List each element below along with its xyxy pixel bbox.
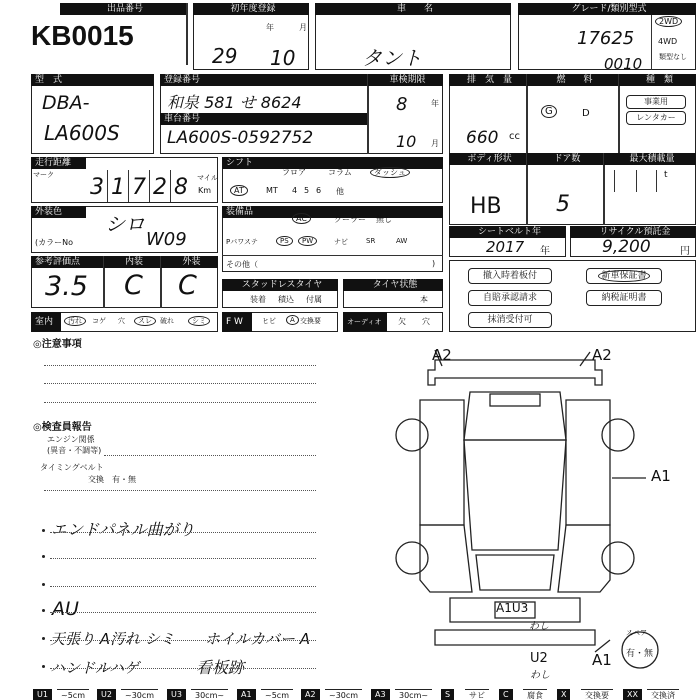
interior-cond-option: 破れ [160, 317, 174, 325]
studless-option: 積込 [278, 295, 294, 304]
fuel-d: D [582, 108, 590, 119]
doors-label: ドア数 [527, 153, 603, 165]
shift-type: 4 [292, 186, 298, 195]
spare-value: 有・無 [626, 649, 654, 659]
digit-divider [107, 170, 108, 202]
mileage-digit: 7 [132, 175, 146, 200]
legend-value: ~30cm [121, 689, 158, 700]
interior-cond-option: 穴 [118, 317, 125, 325]
bullet-dot [42, 583, 45, 586]
mark-washi-1: わし [529, 621, 549, 632]
capacity-unit: t [664, 170, 668, 180]
month-unit: 月 [431, 139, 439, 148]
doors-value: 5 [556, 192, 570, 217]
audio-label: オーディオ [343, 312, 387, 332]
class-label: 類型なし [659, 53, 687, 61]
legend-value: 30cm~ [395, 689, 432, 700]
shift-option: コラム [328, 168, 352, 177]
bottom-bumper-outline [435, 630, 595, 645]
inspection-month: 10 [396, 132, 417, 151]
legend-key: U2 [97, 689, 116, 700]
fw-option: 交換要 [300, 317, 321, 325]
tire-label: タイヤ状態 [343, 279, 443, 291]
studless-option: 装着 [250, 295, 266, 304]
shift-label: シフト [222, 157, 443, 169]
legend-value: サビ [465, 689, 489, 700]
bullet-dot [42, 609, 45, 612]
divider [526, 74, 528, 154]
equip-option: PW [298, 237, 317, 245]
front-grille-outline [490, 394, 540, 406]
doc-button-4: 新車保証書 [586, 268, 662, 284]
equip-option: クーラー [334, 215, 366, 224]
mileage-unit-mile: マイル [197, 174, 218, 182]
mark-a2-left: A2 [432, 346, 452, 364]
divider [222, 255, 443, 256]
legend-key: A1 [237, 689, 256, 700]
legend-key: XX [623, 689, 642, 700]
tire-value: 本 [420, 295, 428, 304]
equip-option: SR [366, 237, 376, 245]
mileage-unit-label: 十 [162, 160, 169, 168]
mileage-label: 走行距離 [31, 157, 86, 169]
color-value: シロ [105, 212, 145, 236]
rear-window-outline [476, 555, 554, 590]
cc-unit: cc [509, 131, 520, 142]
timing-sub: 交換 有・無 [88, 475, 136, 484]
digit-divider [170, 170, 171, 202]
seatbelt-label: シートベルト年 [449, 226, 566, 238]
shift-type: 6 [316, 186, 322, 195]
spare-label: スペア [626, 629, 647, 637]
mark-a1u3: A1U3 [496, 601, 529, 615]
reg-no: 和泉 581 せ 8624 [167, 93, 302, 112]
equip-other-close: ) [432, 259, 436, 268]
equip-option: Pパワステ [226, 238, 258, 246]
body-label: ボディ形状 [449, 153, 526, 165]
divider [186, 3, 188, 65]
caution-label: ◎注意事項 [33, 339, 82, 350]
mark-a1-bottom: A1 [592, 651, 612, 669]
front-right-wheel [602, 419, 634, 451]
shift-type: 他 [336, 187, 344, 196]
car-name: タント [362, 46, 422, 70]
mileage-digit: 8 [174, 175, 188, 200]
equip-label: 装備品 [222, 206, 443, 218]
mileage-marker: マーク [33, 171, 54, 179]
doc-button-1: 撤入時着板付 [468, 268, 552, 284]
shift-type: AT [230, 186, 248, 195]
divider [618, 74, 620, 154]
legend-key: X [557, 689, 570, 700]
legend-value: ~5cm [261, 689, 293, 700]
interior-cond-option: スレ [134, 316, 156, 326]
exterior-label: 外装 [161, 256, 218, 268]
mileage-digit: 2 [153, 175, 167, 200]
timing-label: タイミングベルト [40, 463, 104, 472]
capacity-label: 最大積載量 [604, 153, 696, 165]
engine-label: エンジン関係 [47, 435, 95, 444]
first-reg-month: 10 [270, 46, 296, 70]
note-line [104, 455, 316, 456]
legend-value: ~5cm [57, 689, 89, 700]
mark-u2: U2 [530, 651, 548, 666]
displacement-label: 排 気 量 [449, 74, 526, 86]
legend-key: A2 [301, 689, 320, 700]
chassis-label: 車台番号 [160, 113, 367, 125]
doc-button-2: 自賠承認請求 [468, 290, 552, 306]
mark-leader [580, 352, 590, 366]
chassis-no: LA600S-0592752 [167, 128, 314, 148]
legend-value: ~30cm [325, 689, 362, 700]
audio-option: 穴 [422, 317, 430, 326]
divider [636, 170, 637, 192]
year-unit: 年 [431, 99, 439, 108]
fw-label: F W [222, 312, 252, 332]
legend-key: S [441, 689, 454, 700]
mileage-unit-label: 万 [96, 160, 103, 168]
engine-sub: (異音・不調等) [47, 446, 102, 455]
audio-option: 欠 [398, 317, 406, 326]
year-unit: 年 [266, 23, 274, 32]
divider [651, 15, 652, 70]
legend-key: A3 [371, 689, 390, 700]
mark-a1-right: A1 [651, 467, 671, 485]
equip-option: AW [396, 237, 408, 245]
legend-key: U3 [167, 689, 186, 700]
exterior-grade: C [178, 270, 197, 301]
mileage-unit-label: 百 [140, 160, 147, 168]
bullet-dot [42, 665, 45, 668]
remark-line [50, 612, 316, 613]
interior-cond-option: シミ [188, 316, 210, 326]
first-reg-label: 初年度登録 [193, 3, 309, 15]
interior-grade: C [124, 270, 143, 301]
bullet-dot [42, 529, 45, 532]
legend-value: 腐食 [523, 689, 547, 700]
score: 3.5 [45, 271, 88, 302]
grade-code-1: 17625 [577, 28, 635, 49]
front-bumper-outline [428, 360, 602, 385]
category-label: 種 類 [619, 74, 696, 86]
remark-6: 看板跡 [196, 658, 245, 677]
exhibit-no-label: 出品番号 [60, 3, 186, 15]
recycle-label: リサイクル預託金 [570, 226, 696, 238]
mark-a2-right: A2 [592, 346, 612, 364]
grade-label: グレード/類別型式 [518, 3, 696, 15]
car-name-label: 車 名 [315, 3, 511, 15]
remark-line [50, 640, 316, 641]
equip-other-label: その他（ [226, 260, 258, 269]
divider [614, 170, 615, 192]
reg-no-label: 登録番号 [160, 74, 367, 86]
hood-outline [464, 392, 566, 440]
doc-button-3: 抹消受付可 [468, 312, 552, 328]
fuel-label: 燃 料 [527, 74, 618, 86]
mileage-digit: 1 [111, 175, 125, 200]
drive-2wd: 2WD [655, 17, 682, 26]
seatbelt-year: 2017 [486, 238, 525, 256]
remark-line [50, 586, 316, 587]
interior-cond-option: 汚れ [64, 316, 86, 326]
doc-button-5: 納税証明書 [586, 290, 662, 306]
legend-key: C [499, 689, 513, 700]
color-label: 外装色 [31, 206, 86, 218]
divider [367, 74, 369, 154]
digit-divider [149, 170, 150, 202]
drive-4wd: 4WD [658, 37, 678, 46]
remark-line [50, 532, 316, 533]
score-label: 参考評価点 [31, 256, 103, 268]
displacement: 660 [466, 128, 499, 148]
bullet-dot [42, 555, 45, 558]
legend-value: 30cm~ [191, 689, 228, 700]
equip-option: 無し [376, 215, 392, 224]
remark-1: エンドパネル曲がり [51, 520, 195, 539]
remark-4: ホイルカバー A [205, 630, 311, 648]
legend-value: 交換済 [647, 689, 679, 700]
fw-option: A [286, 316, 299, 324]
front-left-wheel [396, 419, 428, 451]
body-left-outline [420, 400, 464, 525]
note-line [44, 490, 316, 491]
month-unit: 月 [299, 23, 307, 32]
divider [656, 170, 657, 192]
mark-washi-2: わし [530, 670, 550, 681]
note-line [44, 365, 316, 366]
model-label: 型 式 [31, 74, 154, 86]
studless-option: 付属 [306, 295, 322, 304]
interior-cond-option: コゲ [92, 317, 106, 325]
interior-cond-label: 室内 [31, 312, 61, 332]
body-right-outline [566, 400, 610, 525]
note-line [44, 383, 316, 384]
body-value: HB [470, 194, 502, 219]
shift-option: ダッシュ [370, 167, 410, 178]
inspection-year: 8 [396, 94, 408, 115]
roof-outline [464, 440, 566, 550]
mileage-digit: 3 [90, 175, 104, 200]
mileage-unit-label: 千 [118, 160, 125, 168]
model-line-1: DBA- [42, 92, 90, 114]
mileage-unit-km: Km [198, 186, 212, 195]
equip-option: AC [292, 214, 311, 223]
grade-code-2: 0010 [604, 55, 643, 73]
seatbelt-unit: 年 [540, 246, 550, 257]
remark-5: ハンドルハゲ [50, 659, 139, 677]
fuel-g: G [541, 106, 557, 117]
color-code: W09 [146, 229, 187, 250]
recycle-amount: 9,200 [602, 237, 651, 257]
inspection-label: 車検期限 [368, 74, 443, 86]
category-rental: レンタカー [626, 111, 686, 125]
rear-right-wheel [602, 542, 634, 574]
digit-divider [128, 170, 129, 202]
note-line [44, 402, 316, 403]
shift-type: 5 [304, 186, 310, 195]
studless-label: スタッドレスタイヤ [222, 279, 338, 291]
remark-2: AU [52, 598, 79, 620]
lot-id: KB0015 [31, 20, 134, 51]
first-reg-year: 29 [212, 44, 238, 68]
color-code-label: (カラーNo [35, 238, 73, 247]
rear-left-wheel [396, 542, 428, 574]
bullet-dot [42, 637, 45, 640]
inspector-label: ◎検査員報告 [33, 422, 92, 433]
remark-line [50, 558, 316, 559]
car-condition-diagram [390, 340, 700, 688]
legend-key: U1 [33, 689, 52, 700]
fw-option: ヒビ [262, 317, 276, 325]
model-line-2: LA600S [44, 121, 120, 145]
equip-option: PS [276, 237, 293, 245]
remark-line [50, 668, 316, 669]
shift-option: フロア [282, 168, 306, 177]
interior-label: 内装 [104, 256, 160, 268]
recycle-unit: 円 [680, 246, 690, 257]
shift-type: MT [266, 186, 278, 195]
remark-3: 天張り A汚れ シミ [50, 630, 175, 648]
legend-value: 交換要 [581, 689, 613, 700]
equip-option: ナビ [334, 238, 348, 246]
category-business: 事業用 [626, 95, 686, 109]
